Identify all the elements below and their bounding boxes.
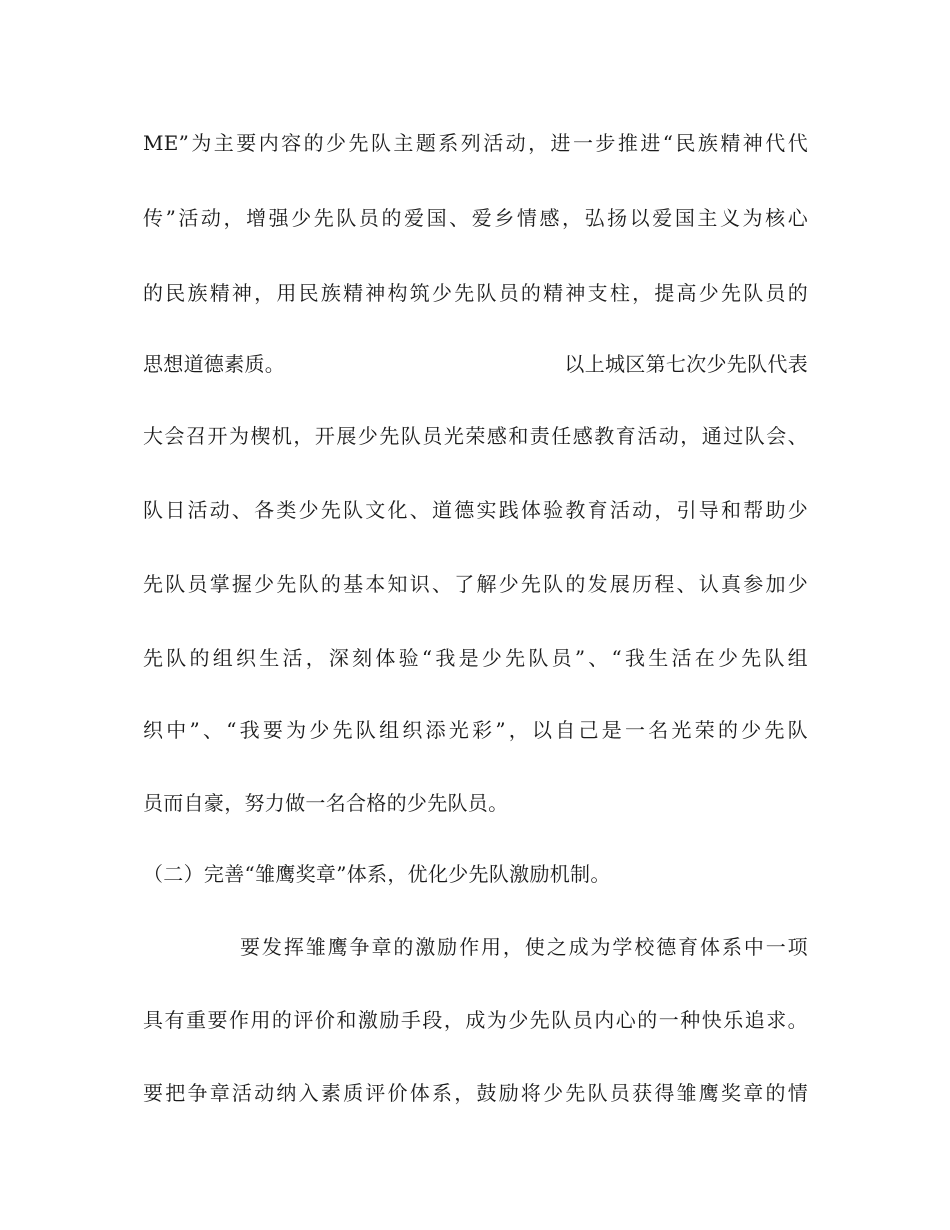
paragraph-line: 要把争章活动纳入素质评价体系，鼓励将少先队员获得雏鹰奖章的情: [143, 1081, 808, 1105]
paragraph-line: 传”活动，增强少先队员的爱国、爱乡情感，弘扬以爱国主义为核心: [143, 206, 808, 230]
paragraph-line: 大会召开为楔机，开展少先队员光荣感和责任感教育活动，通过队会、: [143, 424, 808, 448]
paragraph-line: 织中”、“我要为少先队组织添光彩”，以自己是一名光荣的少先队: [143, 718, 808, 742]
paragraph-line: 队日活动、各类少先队文化、道德实践体验教育活动，引导和帮助少: [143, 498, 808, 522]
paragraph-line: 具有重要作用的评价和激励手段，成为少先队员内心的一种快乐追求。: [143, 1008, 808, 1032]
section-heading: （二）完善“雏鹰奖章”体系，优化少先队激励机制。: [143, 862, 611, 886]
paragraph-line: 先队的组织生活，深刻体验“我是少先队员”、“我生活在少先队组: [143, 646, 808, 670]
paragraph-line: 要发挥雏鹰争章的激励作用，使之成为学校德育体系中一项: [240, 935, 808, 959]
paragraph-line: 的民族精神，用民族精神构筑少先队员的精神支柱，提高少先队员的: [143, 281, 808, 305]
paragraph-line-start: 以上城区第七次少先队代表: [564, 352, 808, 376]
paragraph-line: 先队员掌握少先队的基本知识、了解少先队的发展历程、认真参加少: [143, 572, 808, 596]
paragraph-line: 员而自豪，努力做一名合格的少先队员。: [143, 791, 509, 815]
paragraph-line-end: 思想道德素质。: [143, 352, 286, 376]
paragraph-line: [143, 352, 808, 376]
paragraph-line: ME”为主要内容的少先队主题系列活动，进一步推进“民族精神代代: [143, 131, 808, 155]
